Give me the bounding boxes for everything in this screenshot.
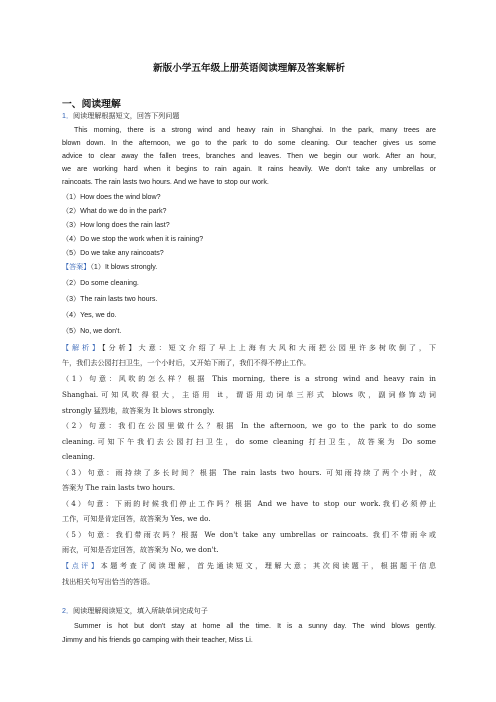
q1-answer: （5）No, we don't. bbox=[62, 327, 122, 335]
q1-comment-line: 本题考查了阅读理解，首先通读短文，理解大意；其次阅读题干，根据题干信息 bbox=[100, 561, 437, 570]
q1-analysis-line: （2）句意：我们在公园里做什么？根据 In the afternoon, we go to the park to do some bbox=[62, 421, 436, 430]
q1-analysis-line: （3）句意：雨持续了多长时间？根据 The rain lasts two hours. 可知雨持续了两个小时，故 bbox=[62, 468, 436, 477]
q1-instruction: 阅读理解根据短文，回答下列问题 bbox=[73, 111, 180, 120]
page-title: 新版小学五年级上册英语阅读理解及答案解析 bbox=[153, 63, 345, 74]
q1-question: （1）How does the wind blow? bbox=[62, 193, 161, 201]
q1-passage-line: we are working hard when it begins to rain again. It rains heavily. We don't take any umbrellas or bbox=[62, 165, 436, 173]
q1-analysis-line: Shanghai.可知风吹得很大，主语用 it，谓语用动词单三形式 blows 吹，副词修饰动词 bbox=[62, 390, 436, 399]
q1-passage-line: raincoats. The rain lasts two hours. And we have to stop our work. bbox=[62, 178, 269, 186]
q1-answer: （1）It blows strongly. bbox=[90, 263, 158, 271]
q1-passage-line: This morning, there is a strong wind and heavy rain in Shanghai. In the park, many trees are bbox=[74, 126, 436, 134]
q1-analysis-first bbox=[62, 342, 436, 353]
q1-comment-first bbox=[62, 560, 436, 571]
q1-analysis-line: 工作，可知是肯定回答，故答案为 Yes, we do. bbox=[62, 514, 211, 523]
q1-answer: （3）The rain lasts two hours. bbox=[62, 295, 158, 303]
q1-analysis-line: cleaning.可知下午我们去公园打扫卫生，do some cleaning 打扫卫生，故答案为 Do some bbox=[62, 437, 436, 446]
q1-answer-first bbox=[62, 262, 436, 273]
q1-analysis-line: （1）句意：风吹的怎么样？根据 This morning, there is a strong wind and heavy rain in bbox=[62, 374, 436, 383]
q1-comment-line: 找出相关句写出恰当的答语。 bbox=[62, 577, 155, 586]
comment-tag: 【点评】 bbox=[62, 561, 101, 570]
q1-number: 1． bbox=[62, 112, 74, 120]
analysis-tag: 【解析】 bbox=[62, 343, 103, 352]
q1-analysis-line: 【分析】大意：短文介绍了早上上海有大风和大雨把公园里许多树吹倒了，下 bbox=[102, 343, 437, 352]
q1-analysis-line: （4）句意：下雨的时候我们停止工作吗？根据 And we have to stop our work.我们必须停止 bbox=[62, 499, 436, 508]
q1-header bbox=[62, 110, 436, 122]
q1-answer: （4）Yes, we do. bbox=[62, 311, 117, 319]
q1-question: （4）Do we stop the work when it is raining? bbox=[62, 235, 204, 243]
q1-question: （3）How long does the rain last? bbox=[62, 221, 170, 229]
q1-passage-line: blown down. In the afternoon, we go to the park to do some cleaning. Our teacher gives us some bbox=[62, 139, 436, 147]
q2-passage-line: Summer is hot but don't stay at home all the time. It is a sunny day. The wind blows gently. bbox=[74, 622, 436, 630]
q2-number: 2． bbox=[62, 607, 74, 615]
q1-question: （2）What do we do in the park? bbox=[62, 207, 167, 215]
q1-analysis-line: cleaning. bbox=[62, 452, 95, 461]
q1-analysis-line: 午，我们去公园打扫卫生，一个小时后，又开始下雨了，我们不得不停止工作。 bbox=[62, 358, 311, 367]
q1-analysis-line: strongly 猛烈地，故答案为 It blows strongly. bbox=[62, 406, 215, 415]
section-heading: 一、阅读理解 bbox=[62, 99, 121, 110]
q1-question: （5）Do we take any raincoats? bbox=[62, 249, 164, 257]
q2-passage-line: Jimmy and his friends go camping with their teacher, Miss Li. bbox=[62, 636, 253, 644]
q2-header bbox=[62, 605, 436, 617]
q1-analysis-line: 答案为 The rain lasts two hours. bbox=[62, 483, 176, 492]
q2-instruction: 阅读理解阅读短文，填入所缺单词完成句子 bbox=[73, 606, 208, 615]
q1-answer: （2）Do some cleaning. bbox=[62, 279, 139, 287]
q1-analysis-line: 雨衣，可知是否定回答，故答案为 No, we don't. bbox=[62, 545, 219, 554]
answer-tag: 【答案】 bbox=[62, 263, 91, 271]
q1-passage-line: advice to clear away the fallen trees, branches and leaves. Then we begin our work. After an hour, bbox=[62, 152, 436, 160]
q1-analysis-line: （5）句意：我们带雨衣吗？根据 We don't take any umbrellas or raincoats. 我们不带雨伞或 bbox=[62, 530, 436, 539]
